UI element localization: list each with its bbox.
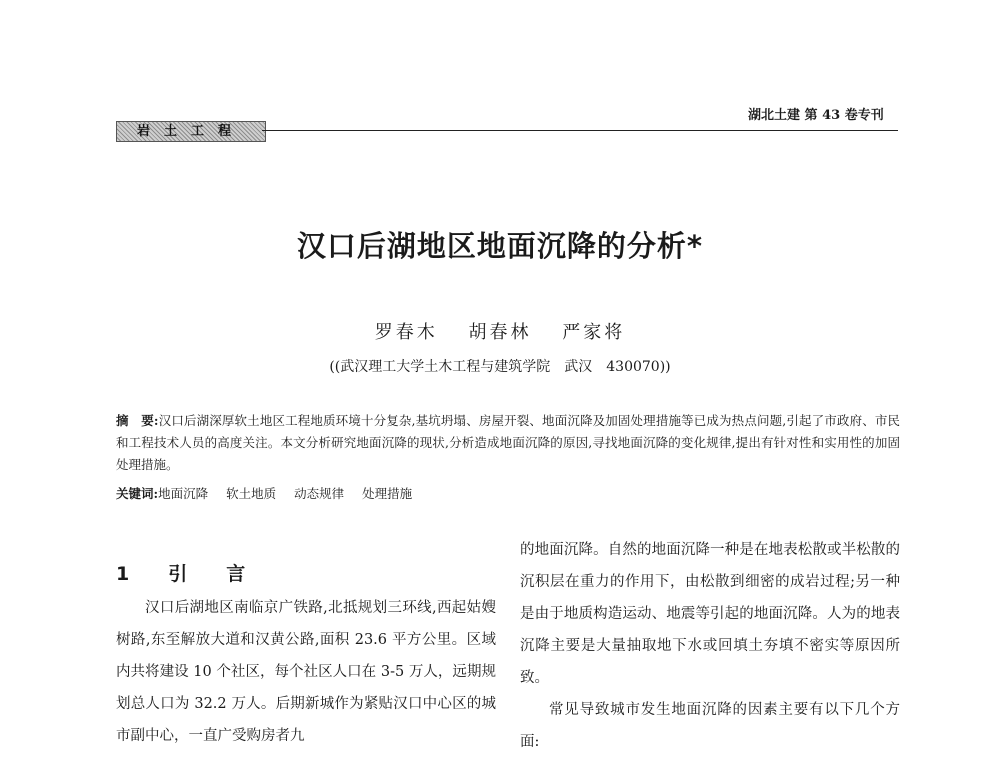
keywords-label: 关键词: [116, 486, 159, 501]
section-label: 岩土工程 [116, 121, 266, 142]
left-column [116, 592, 496, 752]
right-column [520, 534, 900, 758]
author-name: 严家将 [562, 322, 626, 343]
paragraph: 常见导致城市发生地面沉降的因素主要有以下几个方面: [520, 702, 900, 750]
abstract-text: 汉口后湖深厚软土地区工程地质环境十分复杂,基坑坍塌、房屋开裂、地面沉降及加固处理措施等已成为热点问题,引起了市政府、市民和工程技术人员的高度关注。本文分析研究地面沉降的现状,分析造成地面沉降的原因,寻找地面沉降的变化规律,提出有针对性和实用性的加固处理措施。 [116, 413, 900, 472]
author-name: 罗春木 [374, 322, 438, 343]
journal-name: 湖北土建 [748, 108, 801, 123]
affiliation: ((武汉理工大学土木工程与建筑学院 武汉 430070)) [329, 359, 671, 375]
abstract [116, 410, 900, 476]
keyword: 动态规律 [294, 486, 345, 501]
journal-header [748, 104, 884, 123]
paragraph: 的地面沉降。自然的地面沉降一种是在地表松散或半松散的沉积层在重力的作用下，由松散到细密的成岩过程;另一种是由于地质构造运动、地震等引起的地面沉降。人为的地表沉降主要是大量抽取地下水或回填土夯填不密实等原因所致。 [520, 542, 900, 686]
abstract-label: 摘 要: [116, 413, 159, 428]
author-list [0, 318, 1000, 344]
journal-issue: 第 43 卷专刊 [804, 108, 884, 123]
keyword: 软土地质 [226, 486, 277, 501]
author-name: 胡春林 [468, 322, 532, 343]
paragraph: 汉口后湖地区南临京广铁路,北抵规划三环线,西起姑嫂树路,东至解放大道和汉黄公路,面积 23.6 平方公里。区域内共将建设 10 个社区，每个社区人口在 3-5 万人，远期规划总人口为 32.2 万人。后期新城作为紧贴汉口中心区的城市副中心，一直广受购房者九 [116, 600, 496, 744]
keyword: 地面沉降 [158, 486, 209, 501]
keywords [116, 484, 900, 502]
header-rule [262, 130, 898, 131]
section-heading: 1 引 言 [116, 563, 256, 585]
paper-title: 汉口后湖地区地面沉降的分析* [296, 229, 704, 263]
keyword: 处理措施 [362, 486, 413, 501]
